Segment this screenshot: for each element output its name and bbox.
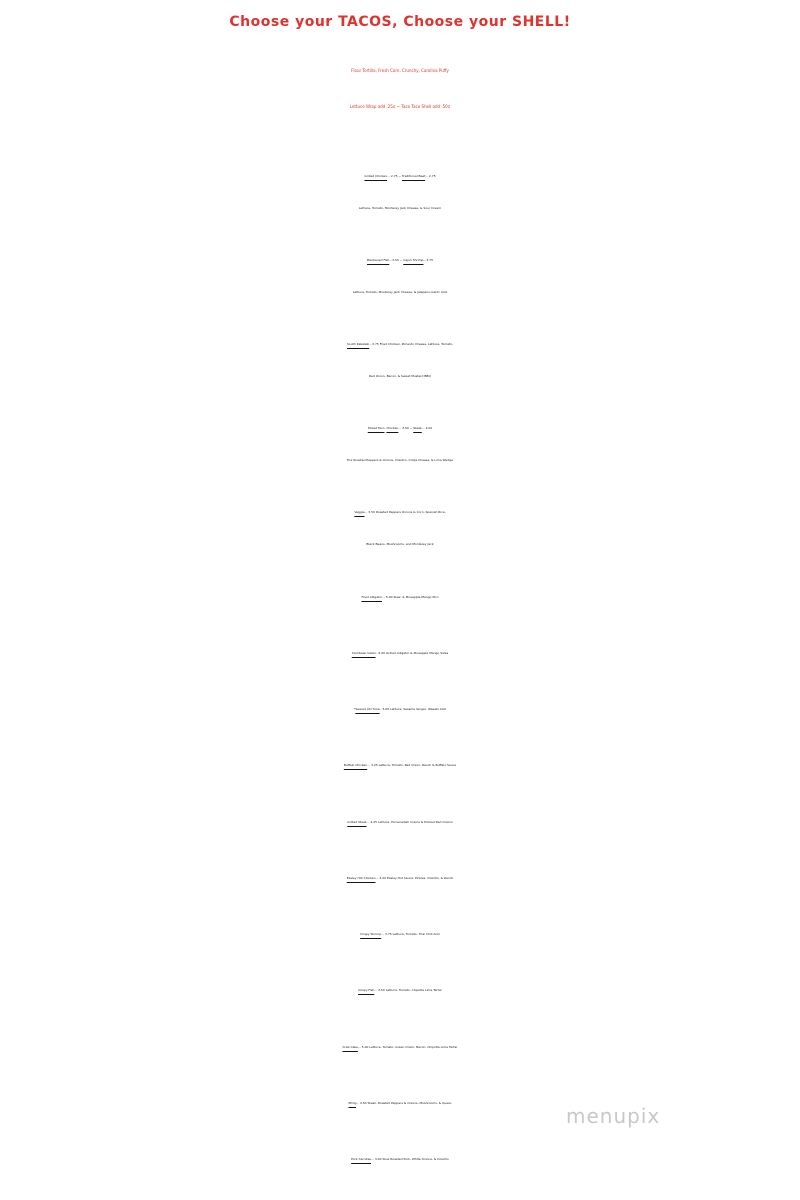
- item-name: Crab Cake: [342, 1045, 358, 1049]
- menu-item-philly: [0, 1087, 800, 1119]
- menu-item-easley-hot-chicken: [0, 862, 800, 894]
- item-name: Grilled Chicken: [364, 174, 388, 178]
- menu-title: Choose your TACOS, Choose your SHELL!: [229, 14, 571, 30]
- menu-item-crab-cake: [0, 1031, 800, 1063]
- item-name: Traditional Beef: [401, 174, 426, 178]
- item-description: Lettuce, Tomato, Monterey Jack Cheese, & Jalapeno-Garlic Aioli: [352, 290, 448, 294]
- menu-item-carribean-gator: [0, 637, 800, 669]
- item-separator: :: [384, 426, 387, 430]
- menu-item-veggie: [0, 496, 800, 560]
- watermark: menupix: [566, 1104, 661, 1128]
- item-name: Blackened Fish: [366, 258, 390, 262]
- item-details: ... 3.50 Roasted Peppers Onions & Corn, Spanish Rice,: [364, 510, 446, 514]
- menu-item-south-kakalaki: [0, 328, 800, 392]
- menu-item-chicken-beef: [0, 160, 800, 224]
- item-option-name: Chicken: [386, 426, 399, 430]
- item-details: ... 3.50 Lettuce, Tomato, Chipotle Lime Tartar: [374, 988, 442, 992]
- item-name: Fried Alligator: [361, 595, 383, 599]
- item-name: Carribean Gator: [351, 651, 376, 655]
- item-price: ... 4.00: [421, 426, 433, 430]
- item-name: Crispy Shrimp: [360, 932, 382, 936]
- menu-item-fried-alligator: [0, 581, 800, 613]
- menu-item-crispy-fish: [0, 974, 800, 1006]
- item-price: ... 3.50 ~: [398, 426, 414, 430]
- item-name: Philly: [348, 1101, 357, 1105]
- item-price: ... 2.75: [425, 174, 436, 178]
- item-details: ... 5.00 Lettuce, Tomato, Green Onion, Bacon, Chipotle Lime Tartar: [357, 1045, 458, 1049]
- item-details: ... 4.25 Lettuce, Horseradish Crema & Pickled Red Onions: [366, 820, 453, 824]
- item-option-name: Steak: [413, 426, 422, 430]
- item-name: South Kakalaki: [347, 342, 370, 346]
- item-name: Grilled Steak: [347, 820, 367, 824]
- menu-item-crispy-shrimp: [0, 918, 800, 950]
- item-details: ... 3.75 Lettuce, Tomato, Thai Chili Aioli: [381, 932, 440, 936]
- item-price: ... 2.75 ~: [387, 174, 402, 178]
- menu-item-street-taco: [0, 412, 800, 476]
- item-details: .. 5.00 Lettuce, Sesame Ginger, Wasabi Aioli: [379, 707, 447, 711]
- menu-item-buffalo-chicken: [0, 749, 800, 781]
- shell-addons: Lettuce Wrap add .25¢ ~ Taco Taco Shell add .50¢: [349, 104, 451, 109]
- item-details: ... 5.00 Slaw, & Pineapple-Mango Pico: [382, 595, 439, 599]
- item-details: ...5.00 Grilled Alligator & Pineapple Mango Salsa: [375, 651, 449, 655]
- menu-item-grilled-steak: [0, 806, 800, 838]
- item-name: Street Taco: [367, 426, 385, 430]
- item-marker: *: [353, 707, 356, 711]
- item-name: Crispy Fish: [358, 988, 375, 992]
- item-description: Lettuce, Tomato, Monterey Jack Cheese, & Sour Cream: [358, 206, 442, 210]
- item-name: Easley Hot Chicken: [346, 876, 376, 880]
- item-price: ...3.75: [423, 258, 433, 262]
- menu-item-pork-carnitas: [0, 1143, 800, 1175]
- item-name: Cajun Shrimp: [403, 258, 424, 262]
- item-details: ... 4.50 Steak, Roasted Peppers & Onions, Mushrooms, & Queso: [356, 1101, 452, 1105]
- item-details: ...3.75 Fried Chicken, Pimento Cheese, Lettuce, Tomato,: [369, 342, 453, 346]
- item-details: ... 3.25 Lettuce, Tomato, Red Onion, Ranch & Buffalo Sauce: [367, 763, 457, 767]
- item-name: Pork Carnitas: [351, 1157, 371, 1161]
- item-details: ... 3.00 Easley Hot Sauce, Pickles, Cilantro, & Ranch: [375, 876, 454, 880]
- item-description: Black Beans, Mushrooms, and Monterey Jack: [366, 542, 434, 546]
- menu-item-fish-shrimp: [0, 244, 800, 308]
- menu-item-seared-ahi-tuna: [0, 693, 800, 725]
- item-name: Veggie: [354, 510, 365, 514]
- item-description: Red Onion, Bacon, & Sweet Mustard BBQ: [369, 374, 431, 378]
- item-price: ...3.50 ~: [389, 258, 404, 262]
- shell-options: Flour Tortilla, Fresh Corn, Crunchy, Carolina Puffy: [351, 68, 449, 73]
- item-name: Buffalo Chicken: [343, 763, 368, 767]
- item-name: Seared Ahi Tuna: [355, 707, 380, 711]
- item-details: ... 3.00 Slow Roasted Pork, White Onions, & Cilantro: [371, 1157, 449, 1161]
- item-description: Fire Roasted Peppers & Onions, Cilantro, Cotija Cheese, & Lime Wedge: [347, 458, 453, 462]
